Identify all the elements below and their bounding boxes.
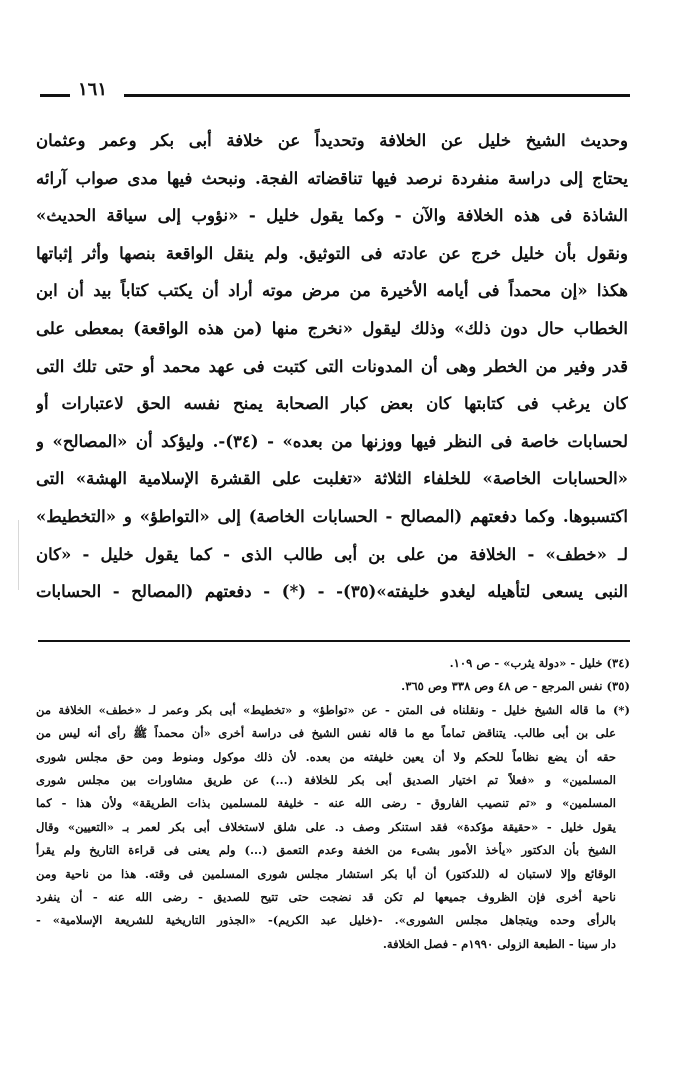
footnote-line: (٣٤) خليل - «دولة يثرب» - ص ١٠٩.: [449, 656, 630, 670]
body-line: قدر وفير من الخطر وهى أن المدونات التى كتبت فى عهد محمد أو حتى تلك التى: [36, 356, 628, 376]
footnote-asterisk: [36, 699, 630, 956]
body-line: يحتاج إلى دراسة منفردة نرصد فيها تناقضاته الفجة. ونبحث فيها مدى صواب آرائه: [36, 168, 628, 188]
body-line: الخطاب حال دون ذلك» وذلك ليقول «نخرج منها (من هذه الواقعة) بمعطى على: [36, 318, 628, 338]
footnotes: [36, 652, 630, 956]
footnote-line: على بن أبى طالب. يتناقض تماماً مع ما قاله نفس الشيخ فى دراسة أخرى «أن محمداً ﷺ رأى أنه ليس من: [36, 726, 616, 741]
page-number: ١٦١: [78, 79, 108, 100]
footnote-line: (*) ما قاله الشيخ خليل - ونقلناه فى المتن - عن «تواطؤ» و «تخطيط» أبى بكر وعمر لـ «خطف» الخلافة من: [36, 702, 630, 717]
scan-margin-mark: [18, 520, 19, 590]
body-line: لحسابات خاصة فى النظر فيها ووزنها من بعده» - (٣٤)-. وليؤكد أن «المصالح» و: [36, 431, 628, 451]
header-rule-long: [124, 94, 630, 97]
footnote-line: دار سينا - الطبعة الزولى ١٩٩٠م - فصل الخلافة.: [382, 936, 616, 951]
header-rule-short: [40, 94, 70, 97]
body-line: لـ «خطف» - الخلافة من على بن أبى طالب الذى - كما يقول خليل - «كان: [36, 544, 628, 564]
body-line: النبى يسعى لتأهيله ليغدو خليفته»(٣٥)- - (*) - دفعتهم (المصالح - الحسابات: [36, 582, 628, 602]
body-line: «الحسابات الخاصة» للخلفاء الثلاثة «تغلبت على القشرة الإسلامية الهشة» التى: [36, 469, 628, 489]
body-line: وحديث الشيخ خليل عن الخلافة وتحديداً عن خلافة أبى بكر وعمر وعثمان: [36, 131, 628, 150]
body-line: كان يرغب فى كتابتها كان بعض كبار الصحابة يمنح نفسه الحق لاعتبارات أو: [36, 394, 628, 414]
page-header: [38, 79, 628, 106]
footnote-line: الوقائع وإلا لاستبان له (للدكتور) أن أبا بكر استشار مجلس شورى المسلمين فى وقته. هذا من ناحية ومن: [36, 866, 616, 881]
footnote-line: ناحية أخرى فإن الظروف جميعها لم تكن قد نضجت حتى تتيح للصديق - رضى الله عنه - أن ينفرد: [36, 889, 616, 904]
footnote-line: حقه أن يضع نظاماً للحكم ولا أن يعين خليفته من بعده. لأن ذلك موكول ومنوط ومن حق مجلس شورى: [36, 749, 616, 764]
footnote-line: المسلمين» و «فعلاً تم اختيار الصديق أبى بكر للخلافة (...) عن طريق مشاورات بين مجلس شورى: [36, 772, 616, 787]
footnote-35: [36, 675, 630, 698]
body-text: [36, 122, 628, 611]
footnote-line: يقول خليل - «حقيقة مؤكدة» فقد استنكر وصف د. على شلق لاستخلاف أبى بكر لعمر بـ «التعيين» وقال: [36, 819, 616, 834]
footnote-line: المسلمين» و «تم تنصيب الفاروق - رضى الله عنه - خليفة للمسلمين بذات الطريقة» ولأن هذا - كما: [36, 796, 616, 811]
body-line: ونقول بأن خليل خرج عن عادته فى التوثيق. ولم ينقل الواقعة بنصها وأثر إثباتها: [36, 243, 628, 263]
body-line: هكذا «إن محمداً فى أيامه الأخيرة من مرض موته أراد أن يكتب كتاباً بيد أن ابن: [36, 281, 628, 301]
footnote-line: بالرأى وحده ويتجاهل مجلس الشورى». -(خليل عبد الكريم)- «الجذور التاريخية للشريعة الإسلامية» -: [36, 913, 616, 928]
body-line: الشاذة فى هذه الخلافة والآن - وكما يقول خليل - «نؤوب إلى سياقة الحديث»: [36, 206, 628, 226]
footnote-line: (٣٥) نفس المرجع - ص ٤٨ وص ٣٣٨ وص ٣٦٥.: [401, 679, 630, 694]
footnote-line: الشيخ بأن الدكتور «يأخذ الأمور بشىء من الخفة وعدم التعمق (...) ولم يعنى فى قراءة التاريخ ولم يقرأ: [36, 843, 616, 858]
body-line: اكتسبوها. وكما دفعتهم (المصالح - الحسابات الخاصة) إلى «التواطؤ» و «التخطيط»: [36, 506, 628, 526]
footnote-34: [36, 652, 630, 675]
footnote-separator: [38, 640, 630, 642]
